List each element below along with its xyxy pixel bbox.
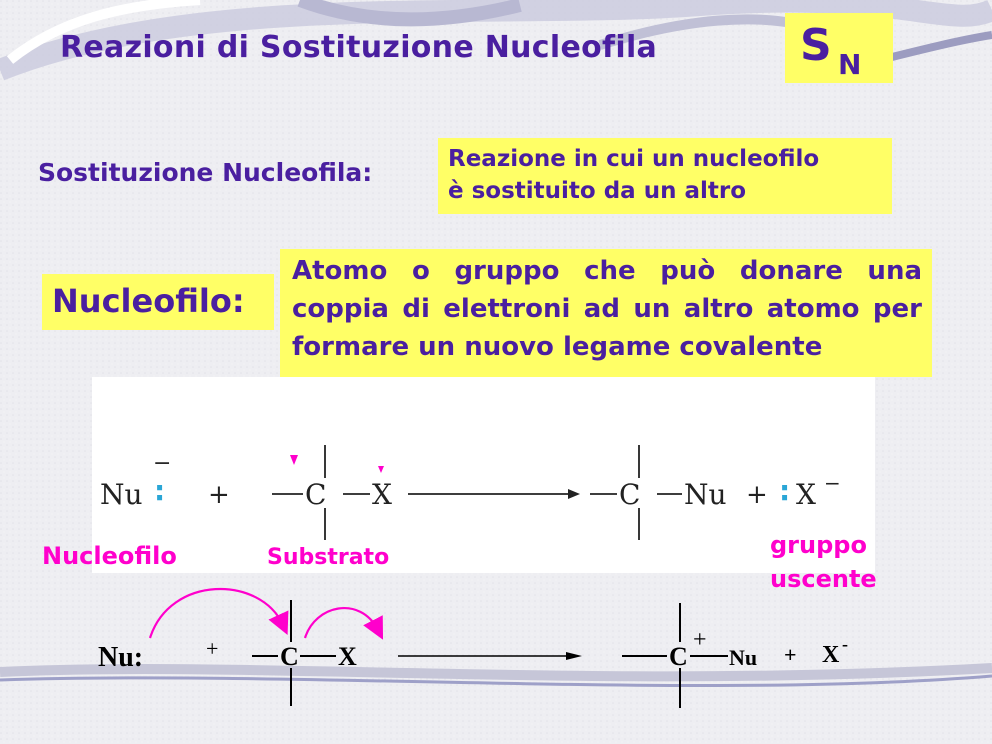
reaction2-plus2: + <box>784 642 797 667</box>
curved-arrow-c-x <box>305 608 378 638</box>
reaction2-x-charge: - <box>842 634 848 654</box>
nucleofilo-definition: Atomo o gruppo che può donare una coppia di elettroni ad un altro atomo per formare un nuovo legame covalente <box>292 256 922 362</box>
reaction1-plus: + <box>208 480 230 510</box>
sn-badge-s: S <box>800 20 832 71</box>
reaction2-product-carbon: C <box>669 642 688 671</box>
nucleofilo-label: Nucleofilo: <box>52 282 245 320</box>
reaction2-plus: + <box>206 636 219 661</box>
reaction2-product-nu: Nu <box>729 645 758 670</box>
reaction2-x: X <box>338 642 357 671</box>
reaction1-nu-charge: − <box>153 451 172 476</box>
sostituzione-definition-line1: Reazione in cui un nucleofilo <box>448 146 820 172</box>
sostituzione-definition-line2: è sostituito da un altro <box>448 178 747 204</box>
slide-title: Reazioni di Sostituzione Nucleofila <box>60 30 658 65</box>
reaction2-carbon: C <box>280 642 299 671</box>
reaction2-arrowhead <box>566 652 582 660</box>
sostituzione-label: Sostituzione Nucleofila: <box>38 158 373 187</box>
reaction1-nu-dots: : <box>154 474 166 507</box>
reaction1-x: X <box>372 478 392 511</box>
reaction1-carbon: C <box>305 478 327 511</box>
reaction1-product-nu: Nu <box>684 478 727 511</box>
reaction1-x-dots: : <box>779 474 791 507</box>
reaction1-x-charge: − <box>824 471 841 495</box>
reaction2-nu: Nu: <box>98 642 144 673</box>
label-gruppo-line2: uscente <box>770 565 877 593</box>
reaction1-x-product: X <box>796 478 816 511</box>
reaction2-x-product: X <box>822 642 840 668</box>
label-substrato: Substrato <box>267 545 390 570</box>
reaction1-product-carbon: C <box>619 478 641 511</box>
reaction1-plus2: + <box>746 480 768 510</box>
reaction2-plus-charge: + <box>693 627 707 653</box>
curved-arrow-nu-to-c <box>150 589 283 638</box>
label-nucleofilo: Nucleofilo <box>42 542 177 570</box>
label-gruppo-line1: gruppo <box>770 531 867 559</box>
reaction1-nu: Nu <box>100 478 143 511</box>
sn-badge-n: N <box>838 48 862 81</box>
